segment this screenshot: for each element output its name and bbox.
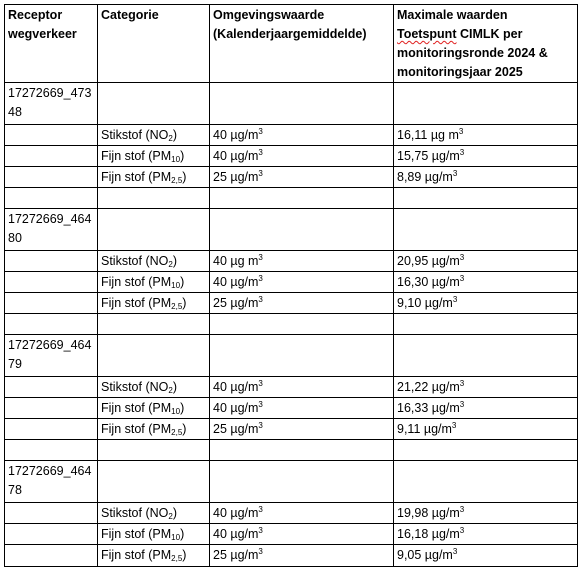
- category-cell: [98, 272, 210, 293]
- category-close: ): [182, 170, 187, 184]
- max-value: 9,05 µg/m: [397, 548, 453, 562]
- max-unit-exponent: 3: [459, 379, 465, 388]
- empty-cell: [394, 335, 578, 377]
- receptor-row: [5, 335, 578, 377]
- category-subscript: 2: [168, 512, 173, 521]
- norm-value-cell: [210, 419, 394, 440]
- receptor-row: [5, 461, 578, 503]
- max-value-cell: [394, 377, 578, 398]
- category-subscript: 2,5: [171, 176, 183, 185]
- receptor-id: 17272669_46480: [8, 212, 92, 245]
- category-label: Fijn stof (PM: [101, 401, 172, 415]
- norm-value-cell: [210, 146, 394, 167]
- max-value-cell: [394, 272, 578, 293]
- max-value: 15,75 µg/m: [397, 149, 460, 163]
- measurement-row: [5, 503, 578, 524]
- category-subscript: 10: [171, 533, 181, 542]
- norm-unit-exponent: 3: [258, 169, 263, 178]
- norm-unit-exponent: 3: [258, 526, 263, 535]
- max-value-cell: [394, 167, 578, 188]
- empty-cell: [98, 209, 210, 251]
- receptor-row: [5, 83, 578, 125]
- norm-value: 40 µg/m: [213, 506, 259, 520]
- category-close: ): [172, 254, 177, 268]
- measurement-row: [5, 524, 578, 545]
- empty-cell: [5, 272, 98, 293]
- measurement-row: [5, 125, 578, 146]
- max-unit-exponent: 3: [459, 505, 465, 514]
- empty-cell: [210, 83, 394, 125]
- empty-cell: [5, 125, 98, 146]
- empty-cell: [394, 209, 578, 251]
- measurement-row: [5, 377, 578, 398]
- max-unit-exponent: 3: [452, 547, 458, 556]
- norm-value: 40 µg/m: [213, 275, 259, 289]
- empty-cell: [5, 146, 98, 167]
- header-max-line4: monitoringsjaar 2025: [397, 65, 523, 79]
- empty-cell: [98, 335, 210, 377]
- empty-cell: [394, 440, 578, 461]
- receptor-id: 17272669_47348: [8, 86, 92, 119]
- header-norm-line2: (Kalenderjaargemiddelde): [213, 27, 367, 41]
- max-value: 21,22 µg/m: [397, 380, 460, 394]
- header-category-label: Categorie: [101, 8, 159, 22]
- norm-unit-exponent: 3: [258, 400, 263, 409]
- empty-cell: [5, 167, 98, 188]
- empty-cell: [5, 377, 98, 398]
- category-cell: [98, 146, 210, 167]
- empty-cell: [5, 503, 98, 524]
- category-label: Fijn stof (PM: [101, 149, 172, 163]
- norm-value: 25 µg/m: [213, 422, 259, 436]
- measurement-row: [5, 398, 578, 419]
- measurement-row: [5, 146, 578, 167]
- empty-cell: [5, 188, 98, 209]
- empty-cell: [98, 83, 210, 125]
- category-close: ): [182, 296, 187, 310]
- norm-value-cell: [210, 293, 394, 314]
- empty-cell: [210, 314, 394, 335]
- measurement-row: [5, 293, 578, 314]
- norm-unit-exponent: 3: [258, 253, 263, 262]
- max-value: 16,33 µg/m: [397, 401, 460, 415]
- empty-cell: [98, 440, 210, 461]
- max-value: 8,89 µg/m: [397, 170, 453, 184]
- norm-value-cell: [210, 272, 394, 293]
- norm-value: 40 µg/m: [213, 380, 259, 394]
- measurement-row: [5, 419, 578, 440]
- max-value: 16,11 µg m: [397, 128, 459, 142]
- spacer-row: [5, 440, 578, 461]
- category-cell: [98, 398, 210, 419]
- category-close: ): [180, 149, 185, 163]
- empty-cell: [394, 83, 578, 125]
- empty-cell: [394, 188, 578, 209]
- max-value-cell: [394, 419, 578, 440]
- norm-value-cell: [210, 524, 394, 545]
- max-value: 19,98 µg/m: [397, 506, 460, 520]
- header-max-line3: monitoringsronde 2024 &: [397, 46, 548, 60]
- max-value-cell: [394, 146, 578, 167]
- norm-value: 25 µg/m: [213, 170, 259, 184]
- norm-unit-exponent: 3: [258, 127, 263, 136]
- category-subscript: 2,5: [171, 554, 183, 563]
- category-subscript: 2,5: [171, 428, 183, 437]
- category-subscript: 2,5: [171, 302, 183, 311]
- empty-cell: [5, 251, 98, 272]
- max-unit-exponent: 3: [459, 253, 465, 262]
- empty-cell: [98, 461, 210, 503]
- max-unit-exponent: 3: [452, 169, 458, 178]
- max-value-cell: [394, 503, 578, 524]
- max-unit-exponent: 3: [459, 148, 465, 157]
- header-max: [394, 5, 578, 83]
- category-close: ): [180, 527, 185, 541]
- norm-value: 40 µg/m: [213, 401, 259, 415]
- empty-cell: [98, 188, 210, 209]
- empty-cell: [5, 314, 98, 335]
- norm-value: 40 µg/m: [213, 128, 259, 142]
- max-unit-exponent: 3: [452, 295, 458, 304]
- max-value-cell: [394, 545, 578, 567]
- header-receptor: [5, 5, 98, 83]
- norm-value: 25 µg/m: [213, 296, 259, 310]
- category-close: ): [182, 548, 187, 562]
- category-label: Fijn stof (PM: [101, 527, 172, 541]
- header-category: [98, 5, 210, 83]
- category-close: ): [182, 422, 187, 436]
- receptor-id-cell: [5, 83, 98, 125]
- norm-unit-exponent: 3: [258, 295, 263, 304]
- air-quality-table: [4, 4, 578, 567]
- table-header-row: [5, 5, 578, 83]
- norm-value: 25 µg/m: [213, 548, 259, 562]
- empty-cell: [5, 398, 98, 419]
- norm-value-cell: [210, 167, 394, 188]
- norm-unit-exponent: 3: [258, 379, 263, 388]
- norm-value: 40 µg/m: [213, 527, 259, 541]
- norm-value-cell: [210, 503, 394, 524]
- empty-cell: [210, 209, 394, 251]
- empty-cell: [5, 545, 98, 567]
- empty-cell: [210, 188, 394, 209]
- category-label: Fijn stof (PM: [101, 296, 172, 310]
- empty-cell: [394, 461, 578, 503]
- category-close: ): [180, 275, 185, 289]
- receptor-id-cell: [5, 461, 98, 503]
- max-value: 20,95 µg/m: [397, 254, 460, 268]
- category-cell: [98, 545, 210, 567]
- norm-value: 40 µg/m: [213, 149, 259, 163]
- empty-cell: [5, 293, 98, 314]
- measurement-row: [5, 167, 578, 188]
- category-subscript: 2: [168, 386, 173, 395]
- table-body: [5, 5, 578, 567]
- max-value: 16,18 µg/m: [397, 527, 460, 541]
- category-close: ): [172, 506, 177, 520]
- empty-cell: [5, 419, 98, 440]
- norm-unit-exponent: 3: [258, 148, 263, 157]
- measurement-row: [5, 272, 578, 293]
- category-close: ): [172, 128, 177, 142]
- category-subscript: 2: [168, 134, 173, 143]
- header-max-line1: Maximale waarden: [397, 8, 508, 22]
- norm-value-cell: [210, 398, 394, 419]
- norm-value-cell: [210, 545, 394, 567]
- header-receptor-line2: wegverkeer: [8, 27, 77, 41]
- category-label: Stikstof (NO: [101, 254, 169, 268]
- receptor-row: [5, 209, 578, 251]
- category-cell: [98, 377, 210, 398]
- category-cell: [98, 125, 210, 146]
- category-close: ): [172, 380, 177, 394]
- category-close: ): [180, 401, 185, 415]
- category-cell: [98, 419, 210, 440]
- header-norm: [210, 5, 394, 83]
- category-label: Fijn stof (PM: [101, 170, 172, 184]
- norm-value-cell: [210, 251, 394, 272]
- empty-cell: [5, 524, 98, 545]
- max-value-cell: [394, 524, 578, 545]
- max-value-cell: [394, 251, 578, 272]
- max-unit-exponent: 3: [459, 526, 465, 535]
- max-value-cell: [394, 125, 578, 146]
- category-subscript: 10: [171, 407, 181, 416]
- category-cell: [98, 293, 210, 314]
- measurement-row: [5, 545, 578, 567]
- empty-cell: [5, 440, 98, 461]
- max-value: 9,11 µg/m: [397, 422, 452, 436]
- norm-unit-exponent: 3: [258, 505, 263, 514]
- header-norm-line1: Omgevingswaarde: [213, 8, 325, 22]
- norm-value-cell: [210, 377, 394, 398]
- category-label: Fijn stof (PM: [101, 422, 172, 436]
- max-value: 9,10 µg/m: [397, 296, 453, 310]
- max-value-cell: [394, 293, 578, 314]
- category-subscript: 10: [171, 281, 181, 290]
- header-receptor-line1: Receptor: [8, 8, 63, 22]
- receptor-id-cell: [5, 335, 98, 377]
- empty-cell: [210, 461, 394, 503]
- category-cell: [98, 167, 210, 188]
- norm-unit-exponent: 3: [258, 421, 263, 430]
- receptor-id-cell: [5, 209, 98, 251]
- max-unit-exponent: 3: [459, 274, 465, 283]
- category-cell: [98, 524, 210, 545]
- max-unit-exponent: 3: [458, 127, 464, 136]
- category-label: Stikstof (NO: [101, 128, 169, 142]
- max-unit-exponent: 3: [451, 421, 457, 430]
- category-cell: [98, 503, 210, 524]
- category-label: Stikstof (NO: [101, 506, 169, 520]
- norm-value: 40 µg m: [213, 254, 259, 268]
- max-value: 16,30 µg/m: [397, 275, 460, 289]
- measurement-row: [5, 251, 578, 272]
- category-label: Stikstof (NO: [101, 380, 169, 394]
- header-max-line2-rest: CIMLK per: [456, 27, 523, 41]
- norm-unit-exponent: 3: [258, 274, 263, 283]
- header-max-toetspunt: Toetspunt: [397, 27, 457, 41]
- category-cell: [98, 251, 210, 272]
- receptor-id: 17272669_46478: [8, 464, 92, 497]
- norm-unit-exponent: 3: [258, 547, 263, 556]
- norm-value-cell: [210, 125, 394, 146]
- empty-cell: [210, 440, 394, 461]
- spacer-row: [5, 188, 578, 209]
- category-label: Fijn stof (PM: [101, 275, 172, 289]
- empty-cell: [210, 335, 394, 377]
- category-subscript: 10: [171, 155, 181, 164]
- empty-cell: [98, 314, 210, 335]
- max-value-cell: [394, 398, 578, 419]
- receptor-id: 17272669_46479: [8, 338, 92, 371]
- category-label: Fijn stof (PM: [101, 548, 172, 562]
- empty-cell: [394, 314, 578, 335]
- spacer-row: [5, 314, 578, 335]
- category-subscript: 2: [168, 260, 173, 269]
- max-unit-exponent: 3: [459, 400, 465, 409]
